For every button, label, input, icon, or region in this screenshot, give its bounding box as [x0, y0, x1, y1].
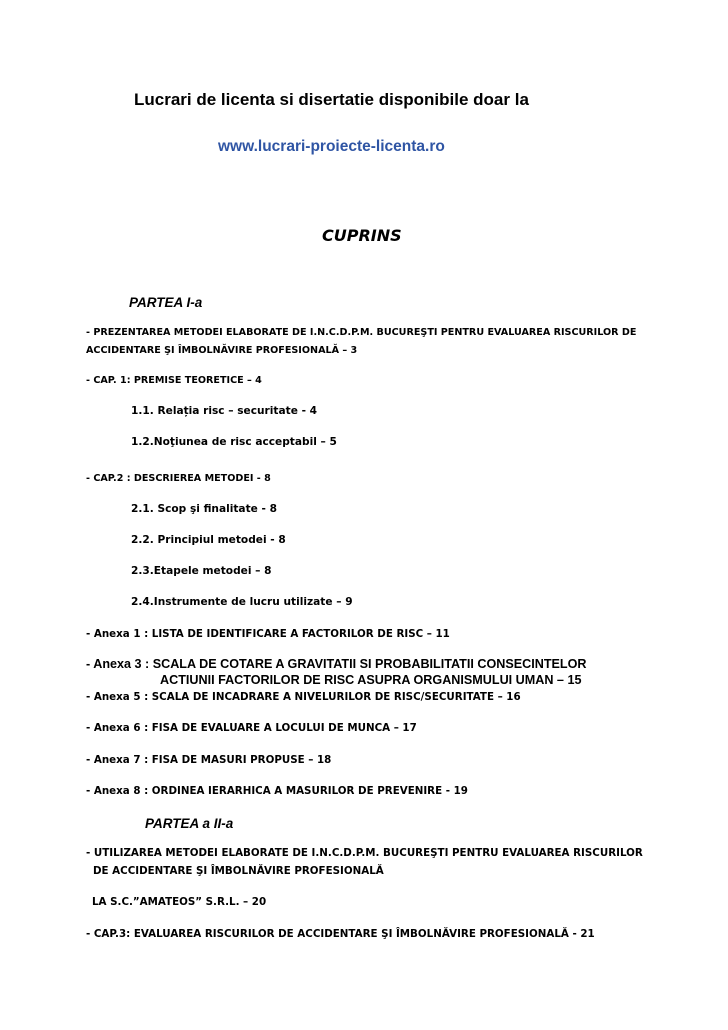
- toc-partea2-line1: - UTILIZAREA METODEI ELABORATE DE I.N.C.D.P.M. BUCUREŞTI PENTRU EVALUAREA RISCURILOR: [86, 847, 643, 859]
- partea2-heading: PARTEA a II-a: [145, 816, 234, 831]
- toc-anexa-3-line2: ACTIUNII FACTORILOR DE RISC ASUPRA ORGANISMULUI UMAN – 15: [160, 673, 582, 687]
- toc-intro-line1: - PREZENTAREA METODEI ELABORATE DE I.N.C.D.P.M. BUCUREŞTI PENTRU EVALUAREA RISCURILOR DE: [86, 327, 637, 338]
- toc-cap1: - CAP. 1: PREMISE TEORETICE – 4: [86, 375, 262, 386]
- toc-section-2-3: 2.3.Etapele metodei – 8: [131, 565, 272, 577]
- toc-cap3: - CAP.3: EVALUAREA RISCURILOR DE ACCIDENTARE ŞI ÎMBOLNĂVIRE PROFESIONALĂ - 21: [86, 928, 595, 940]
- toc-section-1-1: 1.1. Relația risc – securitate - 4: [131, 405, 318, 417]
- toc-anexa-1: - Anexa 1 : LISTA DE IDENTIFICARE A FACTORILOR DE RISC – 11: [86, 628, 450, 640]
- toc-anexa-7: - Anexa 7 : FISA DE MASURI PROPUSE – 18: [86, 754, 332, 766]
- toc-anexa-6: - Anexa 6 : FISA DE EVALUARE A LOCULUI DE MUNCA – 17: [86, 722, 417, 734]
- toc-section-2-2: 2.2. Principiul metodei - 8: [131, 534, 286, 546]
- website-link[interactable]: www.lucrari-proiecte-licenta.ro: [218, 138, 445, 155]
- toc-intro-line2: ACCIDENTARE ŞI ÎMBOLNĂVIRE PROFESIONALĂ – 3: [86, 345, 358, 356]
- toc-partea2-line2: DE ACCIDENTARE ŞI ÎMBOLNĂVIRE PROFESIONALĂ: [93, 865, 384, 877]
- partea1-heading: PARTEA I-a: [129, 295, 203, 310]
- toc-anexa-5: - Anexa 5 : SCALA DE INCADRARE A NIVELURILOR DE RISC/SECURITATE – 16: [86, 691, 521, 703]
- toc-anexa-8: - Anexa 8 : ORDINEA IERARHICA A MASURILOR DE PREVENIRE - 19: [86, 785, 468, 797]
- toc-cap2: - CAP.2 : DESCRIEREA METODEI - 8: [86, 473, 271, 484]
- header-title: Lucrari de licenta si disertatie disponibile doar la: [134, 90, 529, 109]
- toc-anexa-3-line1: - Anexa 3 : SCALA DE COTARE A GRAVITATII SI PROBABILITATII CONSECINTELOR: [86, 657, 587, 671]
- toc-partea2-line3: LA S.C.”AMATEOS” S.R.L. – 20: [92, 896, 267, 908]
- toc-section-2-4: 2.4.Instrumente de lucru utilizate – 9: [131, 596, 353, 608]
- toc-section-1-2: 1.2.Noţiunea de risc acceptabil – 5: [131, 436, 337, 448]
- toc-section-2-1: 2.1. Scop şi finalitate - 8: [131, 503, 277, 515]
- cuprins-heading: CUPRINS: [322, 226, 402, 245]
